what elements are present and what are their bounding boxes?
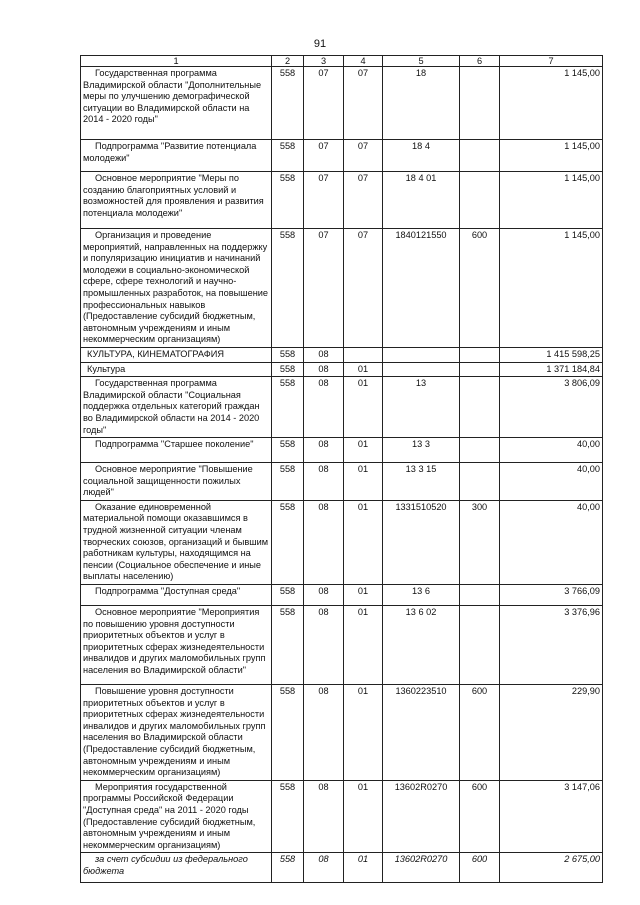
amount-cell: 1 145,00 — [500, 172, 603, 229]
target-article-cell: 1840121550 — [383, 229, 460, 348]
target-article-cell: 13 6 02 — [383, 606, 460, 685]
target-article-cell: 18 — [383, 67, 460, 140]
column-header: 7 — [500, 56, 603, 67]
subsection-code-cell: 01 — [344, 463, 383, 501]
expense-type-cell — [460, 585, 500, 606]
column-header: 1 — [81, 56, 272, 67]
admin-code-cell: 558 — [272, 438, 304, 463]
admin-code-cell: 558 — [272, 377, 304, 438]
expense-type-cell — [460, 463, 500, 501]
table-row — [81, 853, 603, 883]
table-row — [81, 172, 603, 229]
column-header: 3 — [304, 56, 344, 67]
expense-type-cell: 300 — [460, 500, 500, 584]
section-code-cell: 08 — [304, 347, 344, 362]
admin-code-cell: 558 — [272, 67, 304, 140]
expense-type-cell — [460, 377, 500, 438]
table-row — [81, 229, 603, 348]
expense-type-cell — [460, 172, 500, 229]
row-name-cell: Подпрограмма "Доступная среда" — [81, 585, 272, 606]
section-code-cell: 08 — [304, 780, 344, 853]
expense-type-cell: 600 — [460, 229, 500, 348]
admin-code-cell: 558 — [272, 140, 304, 172]
row-name-cell: за счет субсидии из федерального бюджета — [81, 853, 272, 883]
subsection-code-cell: 01 — [344, 377, 383, 438]
amount-cell: 3 147,06 — [500, 780, 603, 853]
section-code-cell: 08 — [304, 377, 344, 438]
table-row — [81, 500, 603, 584]
row-name-cell: Мероприятия государственной программы Российской Федерации "Доступная среда" на 2011 - 2020 годы (Предоставление субсидий бюджетным, автономным учреждениям и иным некоммерческим организациям) — [81, 780, 272, 853]
subsection-code-cell: 01 — [344, 500, 383, 584]
amount-cell: 229,90 — [500, 685, 603, 781]
target-article-cell: 13 6 — [383, 585, 460, 606]
row-name-cell: Государственная программа Владимирской области "Социальная поддержка отдельных категорий граждан во Владимирской области на 2014 - 2020 годы" — [81, 377, 272, 438]
expense-type-cell — [460, 438, 500, 463]
section-code-cell: 07 — [304, 172, 344, 229]
subsection-code-cell: 01 — [344, 585, 383, 606]
expense-type-cell — [460, 362, 500, 377]
subsection-code-cell: 01 — [344, 685, 383, 781]
admin-code-cell: 558 — [272, 685, 304, 781]
admin-code-cell: 558 — [272, 347, 304, 362]
target-article-cell — [383, 362, 460, 377]
page-number: 91 — [313, 38, 327, 50]
amount-cell: 3 376,96 — [500, 606, 603, 685]
admin-code-cell: 558 — [272, 500, 304, 584]
admin-code-cell: 558 — [272, 172, 304, 229]
column-header: 5 — [383, 56, 460, 67]
amount-cell: 1 145,00 — [500, 67, 603, 140]
section-code-cell: 08 — [304, 606, 344, 685]
admin-code-cell: 558 — [272, 853, 304, 883]
amount-cell: 2 675,00 — [500, 853, 603, 883]
section-code-cell: 08 — [304, 463, 344, 501]
subsection-code-cell: 01 — [344, 853, 383, 883]
column-header: 6 — [460, 56, 500, 67]
amount-cell: 3 766,09 — [500, 585, 603, 606]
section-code-cell: 07 — [304, 140, 344, 172]
amount-cell: 1 415 598,25 — [500, 347, 603, 362]
expense-type-cell — [460, 347, 500, 362]
amount-cell: 1 371 184,84 — [500, 362, 603, 377]
table-row — [81, 780, 603, 853]
subsection-code-cell: 07 — [344, 67, 383, 140]
amount-cell: 1 145,00 — [500, 140, 603, 172]
admin-code-cell: 558 — [272, 362, 304, 377]
target-article-cell: 18 4 01 — [383, 172, 460, 229]
table-row — [81, 377, 603, 438]
admin-code-cell: 558 — [272, 463, 304, 501]
row-name-cell: Оказание единовременной материальной помощи оказавшимся в трудной жизненной ситуации членам творческих союзов, организаций и бывшим работникам культуры, находящимся на пенсии (Социальное обеспечение и иные выплаты населению) — [81, 500, 272, 584]
amount-cell: 3 806,09 — [500, 377, 603, 438]
table-row — [81, 606, 603, 685]
target-article-cell — [383, 347, 460, 362]
budget-table — [80, 55, 603, 883]
table-row — [81, 347, 603, 362]
table-row — [81, 463, 603, 501]
expense-type-cell: 600 — [460, 685, 500, 781]
amount-cell: 1 145,00 — [500, 229, 603, 348]
expense-type-cell — [460, 67, 500, 140]
row-name-cell: Повышение уровня доступности приоритетных объектов и услуг в приоритетных сферах жизнедеятельности инвалидов и других маломобильных групп населения во Владимирской области (Предоставление субсидий бюджетным, автономным учреждениям и иным некоммерческим организациям) — [81, 685, 272, 781]
amount-cell: 40,00 — [500, 438, 603, 463]
section-code-cell: 07 — [304, 67, 344, 140]
row-name-cell: КУЛЬТУРА, КИНЕМАТОГРАФИЯ — [81, 347, 272, 362]
subsection-code-cell: 01 — [344, 780, 383, 853]
target-article-cell: 13 — [383, 377, 460, 438]
target-article-cell: 18 4 — [383, 140, 460, 172]
subsection-code-cell — [344, 347, 383, 362]
expense-type-cell: 600 — [460, 853, 500, 883]
row-name-cell: Государственная программа Владимирской области "Дополнительные меры по улучшению демографической ситуации во Владимирской области на 2014 - 2020 годы" — [81, 67, 272, 140]
section-code-cell: 08 — [304, 685, 344, 781]
row-name-cell: Подпрограмма "Развитие потенциала молодежи" — [81, 140, 272, 172]
admin-code-cell: 558 — [272, 606, 304, 685]
amount-cell: 40,00 — [500, 463, 603, 501]
column-header: 2 — [272, 56, 304, 67]
table-row — [81, 685, 603, 781]
subsection-code-cell: 01 — [344, 438, 383, 463]
target-article-cell: 1331510520 — [383, 500, 460, 584]
row-name-cell: Организация и проведение мероприятий, направленных на поддержку и популяризацию инициатив и начинаний молодежи в социально-экономической сфере, сфере технологий и научно-промышленных разработок, на повышение профессиональных навыков (Предоставление субсидий бюджетным, автономным учреждениям и иным некоммерческим организациям) — [81, 229, 272, 348]
row-name-cell: Основное мероприятие "Меры по созданию благоприятных условий и возможностей для проявления и развития потенциала молодежи" — [81, 172, 272, 229]
admin-code-cell: 558 — [272, 229, 304, 348]
row-name-cell: Подпрограмма "Старшее поколение" — [81, 438, 272, 463]
target-article-cell: 13602R0270 — [383, 853, 460, 883]
table-row — [81, 362, 603, 377]
subsection-code-cell: 07 — [344, 140, 383, 172]
section-code-cell: 08 — [304, 362, 344, 377]
admin-code-cell: 558 — [272, 780, 304, 853]
section-code-cell: 08 — [304, 585, 344, 606]
target-article-cell: 1360223510 — [383, 685, 460, 781]
subsection-code-cell: 01 — [344, 362, 383, 377]
column-header: 4 — [344, 56, 383, 67]
subsection-code-cell: 07 — [344, 172, 383, 229]
row-name-cell: Культура — [81, 362, 272, 377]
table-row — [81, 67, 603, 140]
table-body — [81, 67, 603, 883]
section-code-cell: 08 — [304, 500, 344, 584]
table-row — [81, 140, 603, 172]
target-article-cell: 13 3 15 — [383, 463, 460, 501]
row-name-cell: Основное мероприятие "Повышение социальной защищенности пожилых людей" — [81, 463, 272, 501]
table-row — [81, 585, 603, 606]
subsection-code-cell: 07 — [344, 229, 383, 348]
section-code-cell: 08 — [304, 853, 344, 883]
expense-type-cell: 600 — [460, 780, 500, 853]
section-code-cell: 08 — [304, 438, 344, 463]
section-code-cell: 07 — [304, 229, 344, 348]
header-row — [81, 56, 603, 67]
expense-type-cell — [460, 606, 500, 685]
target-article-cell: 13 3 — [383, 438, 460, 463]
admin-code-cell: 558 — [272, 585, 304, 606]
target-article-cell: 13602R0270 — [383, 780, 460, 853]
amount-cell: 40,00 — [500, 500, 603, 584]
subsection-code-cell: 01 — [344, 606, 383, 685]
row-name-cell: Основное мероприятие "Мероприятия по повышению уровня доступности приоритетных объектов и услуг в приоритетных сферах жизнедеятельности инвалидов и других маломобильных групп населения во Владимирской области" — [81, 606, 272, 685]
expense-type-cell — [460, 140, 500, 172]
table-row — [81, 438, 603, 463]
